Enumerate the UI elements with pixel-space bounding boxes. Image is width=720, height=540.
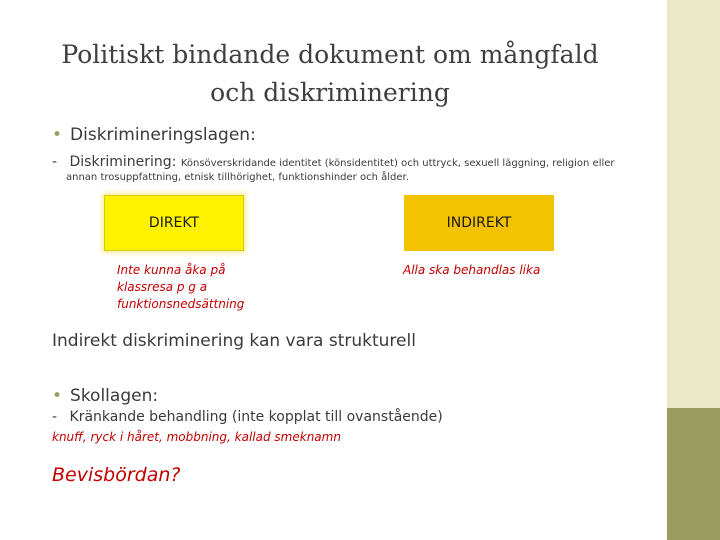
sub-marker: - xyxy=(52,154,58,170)
slide-title xyxy=(30,36,630,112)
sub-text: Könsöverskridande identitet (könsidentitet) och uttryck, sexuell läggning, religion eller xyxy=(180,158,615,169)
sub-marker: - xyxy=(52,409,58,425)
sub-label: Diskriminering: xyxy=(69,154,177,170)
slide-title-line1: Politiskt bindande dokument om mångfald xyxy=(61,40,599,69)
sub-item-krankande xyxy=(52,409,443,425)
bullet-marker: • xyxy=(52,386,63,406)
bullet-skollagen xyxy=(52,386,158,406)
direct-box-label: DIREKT xyxy=(148,215,200,231)
direct-example-note: Inte kunna åka på klassresa p g a funktionsnedsättning xyxy=(117,263,245,311)
indirect-box-label: INDIREKT xyxy=(446,215,512,231)
sub-text-continuation: annan trosuppfattning, etnisk tillhörighet, funktionshinder och ålder. xyxy=(66,172,409,183)
bullet-marker: • xyxy=(52,125,63,145)
bullet-diskrimineringslagen xyxy=(52,125,256,145)
examples-text: knuff, ryck i håret, mobbning, kallad smeknamn xyxy=(52,430,341,444)
indirect-example-note: Alla ska behandlas lika xyxy=(403,263,541,277)
sub-item-diskriminering xyxy=(52,154,615,170)
sidebar-band-decoration xyxy=(667,408,720,540)
direct-box xyxy=(104,195,244,251)
structural-statement: Indirekt diskriminering kan vara strukturell xyxy=(52,331,416,351)
sub-text: Kränkande behandling (inte kopplat till ovanstående) xyxy=(69,409,443,425)
slide-title-line2: och diskriminering xyxy=(210,78,450,107)
bullet-text: Skollagen: xyxy=(70,386,159,406)
burden-of-proof-question: Bevisbördan? xyxy=(52,464,181,486)
indirect-box xyxy=(404,195,554,251)
bullet-text: Diskrimineringslagen: xyxy=(70,125,256,145)
